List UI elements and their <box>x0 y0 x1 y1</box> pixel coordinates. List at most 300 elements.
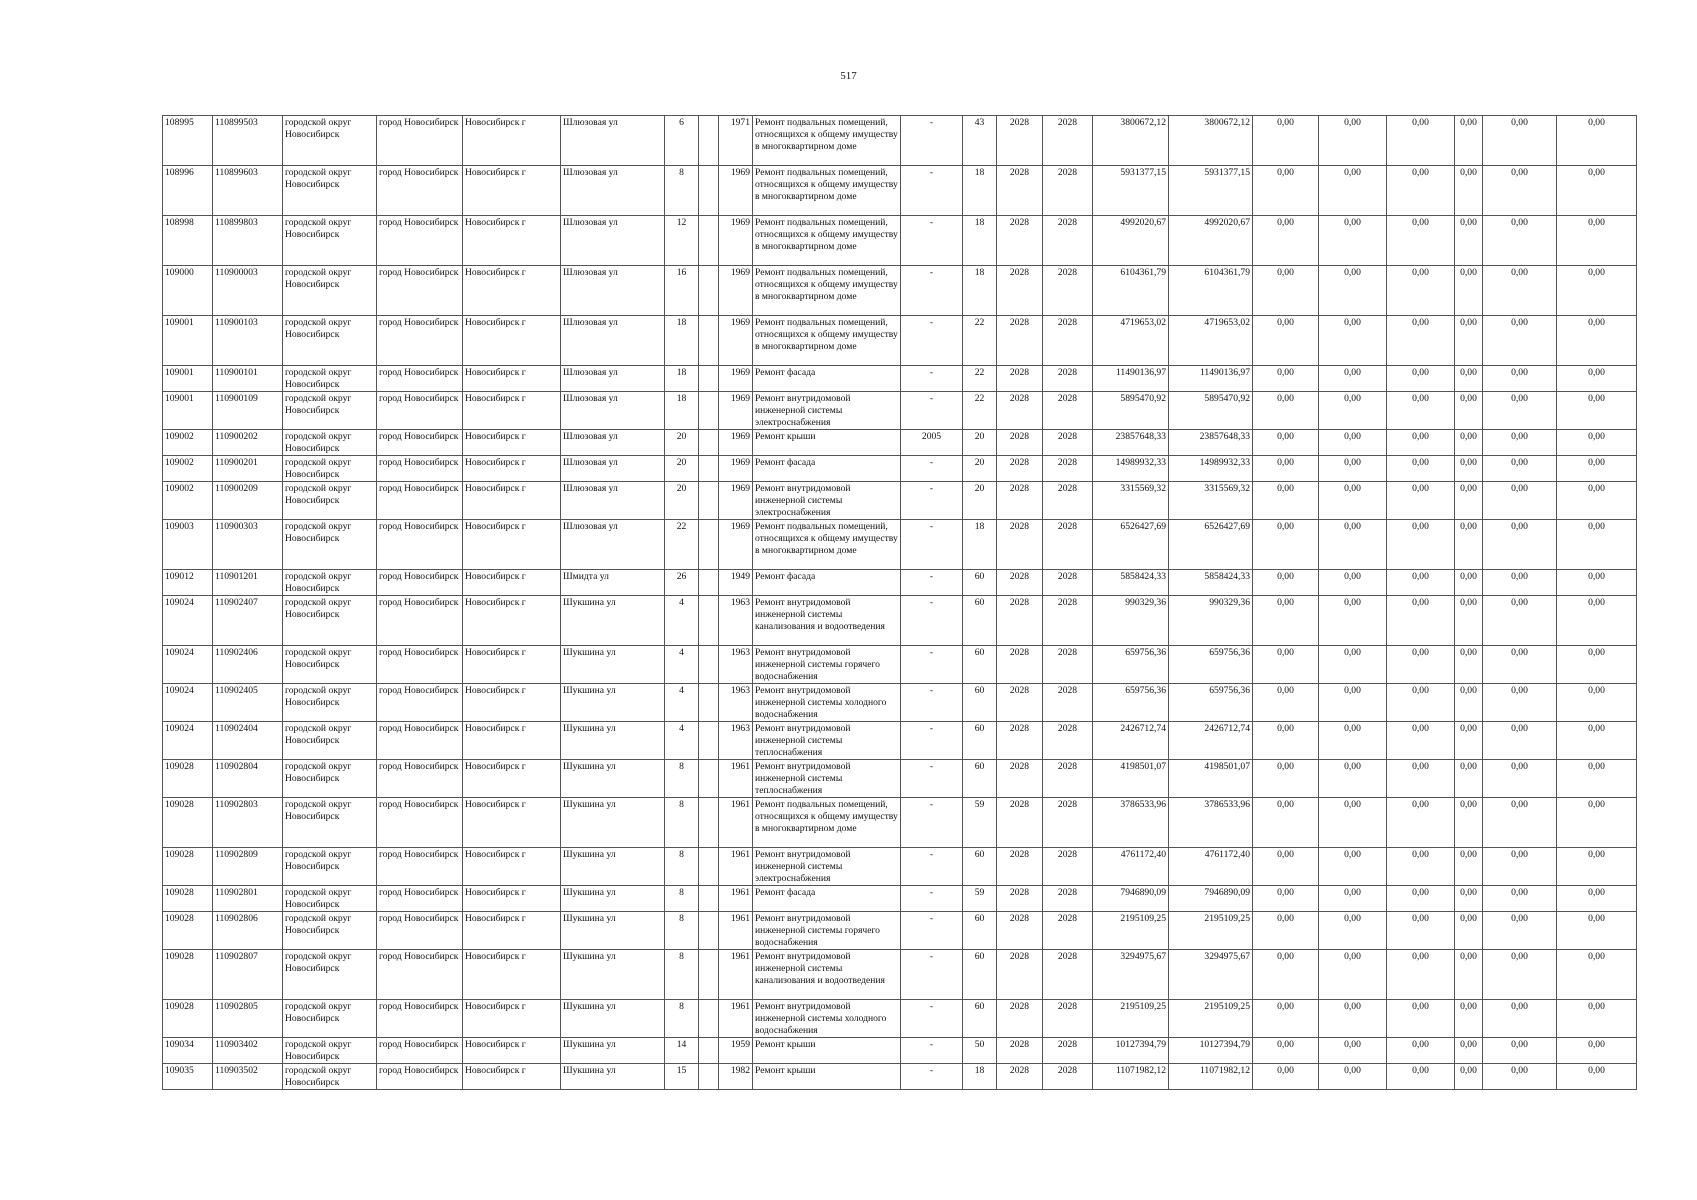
col-city: Новосибирск г <box>463 886 561 912</box>
col-cost-extra: 0,00 <box>1557 166 1637 216</box>
col-work-code: 110902803 <box>213 798 283 848</box>
col-last-repair-year: - <box>901 456 963 482</box>
col-work-code: 110901201 <box>213 570 283 596</box>
col-cost-owners: 0,00 <box>1455 570 1483 596</box>
col-plan-year-start: 2028 <box>997 722 1043 760</box>
col-record-id: 109028 <box>163 886 213 912</box>
col-municipal-district: городской округ Новосибирск <box>283 596 377 646</box>
col-cost-local: 0,00 <box>1387 950 1455 1000</box>
col-municipal-district: городской округ Новосибирск <box>283 366 377 392</box>
table-row <box>163 366 1637 392</box>
col-building <box>699 1064 719 1090</box>
col-municipal-district: городской округ Новосибирск <box>283 116 377 166</box>
col-house-number: 8 <box>665 848 699 886</box>
col-work-code: 110900003 <box>213 266 283 316</box>
col-settlement: город Новосибирск <box>377 646 463 684</box>
col-settlement: город Новосибирск <box>377 482 463 520</box>
col-city: Новосибирск г <box>463 1000 561 1038</box>
col-commission-year: 1969 <box>719 520 753 570</box>
col-plan-year-end: 2028 <box>1043 1038 1093 1064</box>
col-house-number: 18 <box>665 316 699 366</box>
col-house-number: 8 <box>665 760 699 798</box>
col-cost-local: 0,00 <box>1387 596 1455 646</box>
col-last-repair-year: - <box>901 1000 963 1038</box>
table-row <box>163 722 1637 760</box>
col-settlement: город Новосибирск <box>377 798 463 848</box>
col-work-type: Ремонт внутридомовой инженерной системы канализования и водоотведения <box>753 950 901 1000</box>
col-cost-extra: 0,00 <box>1557 596 1637 646</box>
col-cost-total: 5895470,92 <box>1093 392 1169 430</box>
col-cost-regional: 0,00 <box>1319 1038 1387 1064</box>
col-street: Шукшина ул <box>561 596 665 646</box>
col-cost-owners: 0,00 <box>1455 116 1483 166</box>
col-cost-federal: 0,00 <box>1253 1000 1319 1038</box>
col-last-repair-year: - <box>901 216 963 266</box>
col-cost-total: 5931377,15 <box>1093 166 1169 216</box>
col-cost-other: 0,00 <box>1483 912 1557 950</box>
col-plan-year-start: 2028 <box>997 482 1043 520</box>
col-commission-year: 1969 <box>719 366 753 392</box>
col-municipal-district: городской округ Новосибирск <box>283 166 377 216</box>
col-cost-total: 7946890,09 <box>1093 886 1169 912</box>
col-cost-fund: 14989932,33 <box>1169 456 1253 482</box>
col-cost-total: 659756,36 <box>1093 646 1169 684</box>
table-row <box>163 950 1637 1000</box>
col-cost-other: 0,00 <box>1483 760 1557 798</box>
col-wear-percent: 60 <box>963 760 997 798</box>
col-cost-extra: 0,00 <box>1557 1064 1637 1090</box>
col-last-repair-year: - <box>901 482 963 520</box>
col-settlement: город Новосибирск <box>377 166 463 216</box>
col-cost-extra: 0,00 <box>1557 570 1637 596</box>
col-commission-year: 1961 <box>719 798 753 848</box>
table-row <box>163 266 1637 316</box>
col-house-number: 8 <box>665 950 699 1000</box>
col-cost-fund: 659756,36 <box>1169 684 1253 722</box>
col-work-code: 110899603 <box>213 166 283 216</box>
col-city: Новосибирск г <box>463 482 561 520</box>
col-cost-total: 2426712,74 <box>1093 722 1169 760</box>
table-row <box>163 166 1637 216</box>
col-work-type: Ремонт подвальных помещений, относящихся к общему имуществу в многоквартирном доме <box>753 316 901 366</box>
col-cost-other: 0,00 <box>1483 1038 1557 1064</box>
col-city: Новосибирск г <box>463 1038 561 1064</box>
col-cost-local: 0,00 <box>1387 520 1455 570</box>
col-settlement: город Новосибирск <box>377 684 463 722</box>
col-wear-percent: 22 <box>963 392 997 430</box>
col-municipal-district: городской округ Новосибирск <box>283 456 377 482</box>
col-work-type: Ремонт фасада <box>753 366 901 392</box>
col-record-id: 109012 <box>163 570 213 596</box>
col-street: Шлюзовая ул <box>561 392 665 430</box>
col-wear-percent: 18 <box>963 216 997 266</box>
col-city: Новосибирск г <box>463 1064 561 1090</box>
col-cost-owners: 0,00 <box>1455 1038 1483 1064</box>
col-plan-year-end: 2028 <box>1043 596 1093 646</box>
col-building <box>699 646 719 684</box>
col-settlement: город Новосибирск <box>377 722 463 760</box>
col-cost-extra: 0,00 <box>1557 266 1637 316</box>
col-plan-year-end: 2028 <box>1043 166 1093 216</box>
col-wear-percent: 18 <box>963 166 997 216</box>
col-street: Шлюзовая ул <box>561 456 665 482</box>
col-building <box>699 722 719 760</box>
col-cost-total: 2195109,25 <box>1093 912 1169 950</box>
table-row <box>163 684 1637 722</box>
table-row <box>163 456 1637 482</box>
col-cost-federal: 0,00 <box>1253 430 1319 456</box>
col-cost-local: 0,00 <box>1387 912 1455 950</box>
col-record-id: 109024 <box>163 684 213 722</box>
col-city: Новосибирск г <box>463 366 561 392</box>
col-cost-owners: 0,00 <box>1455 912 1483 950</box>
col-cost-extra: 0,00 <box>1557 886 1637 912</box>
col-cost-regional: 0,00 <box>1319 848 1387 886</box>
col-last-repair-year: - <box>901 760 963 798</box>
col-record-id: 109035 <box>163 1064 213 1090</box>
col-building <box>699 798 719 848</box>
col-cost-local: 0,00 <box>1387 798 1455 848</box>
col-cost-regional: 0,00 <box>1319 216 1387 266</box>
table-row <box>163 316 1637 366</box>
col-city: Новосибирск г <box>463 596 561 646</box>
col-cost-other: 0,00 <box>1483 570 1557 596</box>
col-city: Новосибирск г <box>463 646 561 684</box>
col-cost-total: 23857648,33 <box>1093 430 1169 456</box>
col-record-id: 109028 <box>163 950 213 1000</box>
col-cost-extra: 0,00 <box>1557 1000 1637 1038</box>
col-cost-extra: 0,00 <box>1557 520 1637 570</box>
col-cost-other: 0,00 <box>1483 392 1557 430</box>
col-cost-local: 0,00 <box>1387 760 1455 798</box>
col-cost-federal: 0,00 <box>1253 912 1319 950</box>
col-settlement: город Новосибирск <box>377 886 463 912</box>
col-cost-local: 0,00 <box>1387 116 1455 166</box>
col-cost-regional: 0,00 <box>1319 482 1387 520</box>
col-record-id: 109034 <box>163 1038 213 1064</box>
col-cost-total: 3294975,67 <box>1093 950 1169 1000</box>
col-work-code: 110902806 <box>213 912 283 950</box>
col-wear-percent: 22 <box>963 366 997 392</box>
col-cost-other: 0,00 <box>1483 1000 1557 1038</box>
col-work-code: 110902407 <box>213 596 283 646</box>
col-work-code: 110900109 <box>213 392 283 430</box>
col-cost-federal: 0,00 <box>1253 266 1319 316</box>
col-cost-federal: 0,00 <box>1253 684 1319 722</box>
col-plan-year-start: 2028 <box>997 760 1043 798</box>
col-work-type: Ремонт внутридомовой инженерной системы теплоснабжения <box>753 760 901 798</box>
col-commission-year: 1969 <box>719 392 753 430</box>
col-plan-year-end: 2028 <box>1043 266 1093 316</box>
col-cost-federal: 0,00 <box>1253 166 1319 216</box>
col-cost-extra: 0,00 <box>1557 798 1637 848</box>
col-cost-other: 0,00 <box>1483 950 1557 1000</box>
col-house-number: 4 <box>665 684 699 722</box>
col-cost-federal: 0,00 <box>1253 848 1319 886</box>
col-plan-year-start: 2028 <box>997 646 1043 684</box>
col-last-repair-year: - <box>901 1038 963 1064</box>
col-wear-percent: 20 <box>963 430 997 456</box>
col-cost-fund: 2195109,25 <box>1169 1000 1253 1038</box>
col-street: Шукшина ул <box>561 684 665 722</box>
col-municipal-district: городской округ Новосибирск <box>283 430 377 456</box>
table-row <box>163 798 1637 848</box>
col-cost-other: 0,00 <box>1483 798 1557 848</box>
col-work-code: 110903502 <box>213 1064 283 1090</box>
col-city: Новосибирск г <box>463 684 561 722</box>
col-street: Шукшина ул <box>561 1064 665 1090</box>
col-cost-other: 0,00 <box>1483 1064 1557 1090</box>
col-cost-owners: 0,00 <box>1455 1064 1483 1090</box>
col-cost-fund: 5931377,15 <box>1169 166 1253 216</box>
col-work-type: Ремонт подвальных помещений, относящихся к общему имуществу в многоквартирном доме <box>753 166 901 216</box>
col-record-id: 109024 <box>163 646 213 684</box>
col-record-id: 108996 <box>163 166 213 216</box>
table-row <box>163 116 1637 166</box>
col-last-repair-year: - <box>901 950 963 1000</box>
col-plan-year-start: 2028 <box>997 166 1043 216</box>
col-work-type: Ремонт фасада <box>753 886 901 912</box>
col-street: Шукшина ул <box>561 950 665 1000</box>
col-cost-federal: 0,00 <box>1253 950 1319 1000</box>
col-city: Новосибирск г <box>463 456 561 482</box>
col-street: Шукшина ул <box>561 760 665 798</box>
col-record-id: 109028 <box>163 848 213 886</box>
col-cost-other: 0,00 <box>1483 684 1557 722</box>
col-cost-fund: 4761172,40 <box>1169 848 1253 886</box>
col-work-code: 110900103 <box>213 316 283 366</box>
col-street: Шлюзовая ул <box>561 482 665 520</box>
col-cost-local: 0,00 <box>1387 646 1455 684</box>
col-wear-percent: 60 <box>963 722 997 760</box>
col-plan-year-start: 2028 <box>997 116 1043 166</box>
col-cost-total: 3800672,12 <box>1093 116 1169 166</box>
col-work-type: Ремонт подвальных помещений, относящихся к общему имуществу в многоквартирном доме <box>753 520 901 570</box>
col-cost-federal: 0,00 <box>1253 456 1319 482</box>
col-wear-percent: 60 <box>963 684 997 722</box>
col-plan-year-end: 2028 <box>1043 1064 1093 1090</box>
page-number: 517 <box>840 70 857 82</box>
col-city: Новосибирск г <box>463 392 561 430</box>
col-cost-other: 0,00 <box>1483 316 1557 366</box>
col-cost-fund: 7946890,09 <box>1169 886 1253 912</box>
col-city: Новосибирск г <box>463 430 561 456</box>
col-plan-year-start: 2028 <box>997 684 1043 722</box>
col-work-code: 110900201 <box>213 456 283 482</box>
col-plan-year-start: 2028 <box>997 886 1043 912</box>
col-cost-total: 4198501,07 <box>1093 760 1169 798</box>
col-settlement: город Новосибирск <box>377 1038 463 1064</box>
col-city: Новосибирск г <box>463 722 561 760</box>
col-cost-owners: 0,00 <box>1455 886 1483 912</box>
col-cost-regional: 0,00 <box>1319 116 1387 166</box>
col-cost-total: 11490136,97 <box>1093 366 1169 392</box>
col-plan-year-start: 2028 <box>997 1038 1043 1064</box>
col-work-type: Ремонт подвальных помещений, относящихся к общему имуществу в многоквартирном доме <box>753 266 901 316</box>
col-building <box>699 266 719 316</box>
col-wear-percent: 60 <box>963 950 997 1000</box>
col-cost-fund: 3786533,96 <box>1169 798 1253 848</box>
col-commission-year: 1961 <box>719 950 753 1000</box>
col-cost-owners: 0,00 <box>1455 366 1483 392</box>
col-settlement: город Новосибирск <box>377 392 463 430</box>
col-commission-year: 1963 <box>719 684 753 722</box>
table-row <box>163 1000 1637 1038</box>
col-cost-federal: 0,00 <box>1253 722 1319 760</box>
col-municipal-district: городской округ Новосибирск <box>283 646 377 684</box>
col-cost-extra: 0,00 <box>1557 646 1637 684</box>
col-plan-year-start: 2028 <box>997 950 1043 1000</box>
col-building <box>699 596 719 646</box>
col-house-number: 6 <box>665 116 699 166</box>
col-city: Новосибирск г <box>463 798 561 848</box>
col-cost-regional: 0,00 <box>1319 684 1387 722</box>
col-cost-owners: 0,00 <box>1455 722 1483 760</box>
col-municipal-district: городской округ Новосибирск <box>283 722 377 760</box>
col-cost-extra: 0,00 <box>1557 216 1637 266</box>
col-house-number: 20 <box>665 430 699 456</box>
col-last-repair-year: - <box>901 116 963 166</box>
col-cost-extra: 0,00 <box>1557 482 1637 520</box>
col-cost-extra: 0,00 <box>1557 430 1637 456</box>
col-cost-local: 0,00 <box>1387 1000 1455 1038</box>
table-row <box>163 596 1637 646</box>
col-municipal-district: городской округ Новосибирск <box>283 886 377 912</box>
col-record-id: 109024 <box>163 722 213 760</box>
col-wear-percent: 50 <box>963 1038 997 1064</box>
col-cost-local: 0,00 <box>1387 316 1455 366</box>
col-cost-extra: 0,00 <box>1557 912 1637 950</box>
col-cost-local: 0,00 <box>1387 366 1455 392</box>
table-row <box>163 646 1637 684</box>
col-building <box>699 366 719 392</box>
col-cost-total: 4761172,40 <box>1093 848 1169 886</box>
col-work-type: Ремонт внутридомовой инженерной системы электроснабжения <box>753 392 901 430</box>
col-house-number: 26 <box>665 570 699 596</box>
col-municipal-district: городской округ Новосибирск <box>283 316 377 366</box>
col-cost-regional: 0,00 <box>1319 316 1387 366</box>
col-settlement: город Новосибирск <box>377 760 463 798</box>
col-city: Новосибирск г <box>463 266 561 316</box>
col-cost-fund: 5858424,33 <box>1169 570 1253 596</box>
col-wear-percent: 60 <box>963 646 997 684</box>
col-plan-year-end: 2028 <box>1043 798 1093 848</box>
col-cost-other: 0,00 <box>1483 848 1557 886</box>
col-cost-fund: 6526427,69 <box>1169 520 1253 570</box>
col-house-number: 18 <box>665 392 699 430</box>
col-commission-year: 1971 <box>719 116 753 166</box>
col-settlement: город Новосибирск <box>377 596 463 646</box>
col-last-repair-year: - <box>901 798 963 848</box>
col-cost-other: 0,00 <box>1483 482 1557 520</box>
col-cost-federal: 0,00 <box>1253 216 1319 266</box>
col-commission-year: 1982 <box>719 1064 753 1090</box>
col-cost-owners: 0,00 <box>1455 456 1483 482</box>
col-cost-regional: 0,00 <box>1319 430 1387 456</box>
col-cost-local: 0,00 <box>1387 848 1455 886</box>
col-cost-owners: 0,00 <box>1455 798 1483 848</box>
col-last-repair-year: - <box>901 684 963 722</box>
col-cost-regional: 0,00 <box>1319 392 1387 430</box>
col-cost-total: 3315569,32 <box>1093 482 1169 520</box>
col-cost-regional: 0,00 <box>1319 886 1387 912</box>
col-wear-percent: 60 <box>963 596 997 646</box>
col-cost-other: 0,00 <box>1483 116 1557 166</box>
col-street: Шукшина ул <box>561 646 665 684</box>
col-cost-federal: 0,00 <box>1253 392 1319 430</box>
col-plan-year-end: 2028 <box>1043 456 1093 482</box>
col-cost-local: 0,00 <box>1387 570 1455 596</box>
col-cost-fund: 10127394,79 <box>1169 1038 1253 1064</box>
col-cost-fund: 4719653,02 <box>1169 316 1253 366</box>
col-cost-extra: 0,00 <box>1557 392 1637 430</box>
col-commission-year: 1961 <box>719 912 753 950</box>
col-commission-year: 1963 <box>719 646 753 684</box>
col-work-code: 110900303 <box>213 520 283 570</box>
col-wear-percent: 20 <box>963 482 997 520</box>
col-building <box>699 760 719 798</box>
col-cost-extra: 0,00 <box>1557 116 1637 166</box>
col-commission-year: 1961 <box>719 886 753 912</box>
col-last-repair-year: - <box>901 912 963 950</box>
col-cost-other: 0,00 <box>1483 456 1557 482</box>
col-cost-federal: 0,00 <box>1253 1038 1319 1064</box>
col-work-code: 110900202 <box>213 430 283 456</box>
col-wear-percent: 18 <box>963 266 997 316</box>
col-cost-total: 2195109,25 <box>1093 1000 1169 1038</box>
col-cost-regional: 0,00 <box>1319 520 1387 570</box>
col-work-type: Ремонт крыши <box>753 430 901 456</box>
col-last-repair-year: - <box>901 520 963 570</box>
col-plan-year-start: 2028 <box>997 366 1043 392</box>
col-cost-other: 0,00 <box>1483 266 1557 316</box>
col-street: Шукшина ул <box>561 848 665 886</box>
col-record-id: 109000 <box>163 266 213 316</box>
col-building <box>699 684 719 722</box>
col-last-repair-year: - <box>901 366 963 392</box>
col-building <box>699 1038 719 1064</box>
col-cost-total: 10127394,79 <box>1093 1038 1169 1064</box>
col-settlement: город Новосибирск <box>377 912 463 950</box>
col-settlement: город Новосибирск <box>377 1064 463 1090</box>
table-row <box>163 848 1637 886</box>
col-last-repair-year: - <box>901 166 963 216</box>
col-house-number: 14 <box>665 1038 699 1064</box>
col-cost-extra: 0,00 <box>1557 366 1637 392</box>
col-work-code: 110902405 <box>213 684 283 722</box>
col-cost-total: 6526427,69 <box>1093 520 1169 570</box>
col-municipal-district: городской округ Новосибирск <box>283 266 377 316</box>
col-cost-fund: 990329,36 <box>1169 596 1253 646</box>
col-cost-federal: 0,00 <box>1253 886 1319 912</box>
col-wear-percent: 18 <box>963 520 997 570</box>
col-building <box>699 1000 719 1038</box>
col-work-type: Ремонт внутридомовой инженерной системы теплоснабжения <box>753 722 901 760</box>
col-cost-local: 0,00 <box>1387 1064 1455 1090</box>
col-cost-total: 3786533,96 <box>1093 798 1169 848</box>
col-street: Шлюзовая ул <box>561 166 665 216</box>
col-plan-year-end: 2028 <box>1043 366 1093 392</box>
col-municipal-district: городской округ Новосибирск <box>283 798 377 848</box>
col-last-repair-year: - <box>901 886 963 912</box>
col-building <box>699 950 719 1000</box>
col-cost-owners: 0,00 <box>1455 482 1483 520</box>
col-cost-fund: 4992020,67 <box>1169 216 1253 266</box>
col-plan-year-end: 2028 <box>1043 430 1093 456</box>
col-cost-other: 0,00 <box>1483 366 1557 392</box>
col-wear-percent: 59 <box>963 886 997 912</box>
col-cost-regional: 0,00 <box>1319 722 1387 760</box>
